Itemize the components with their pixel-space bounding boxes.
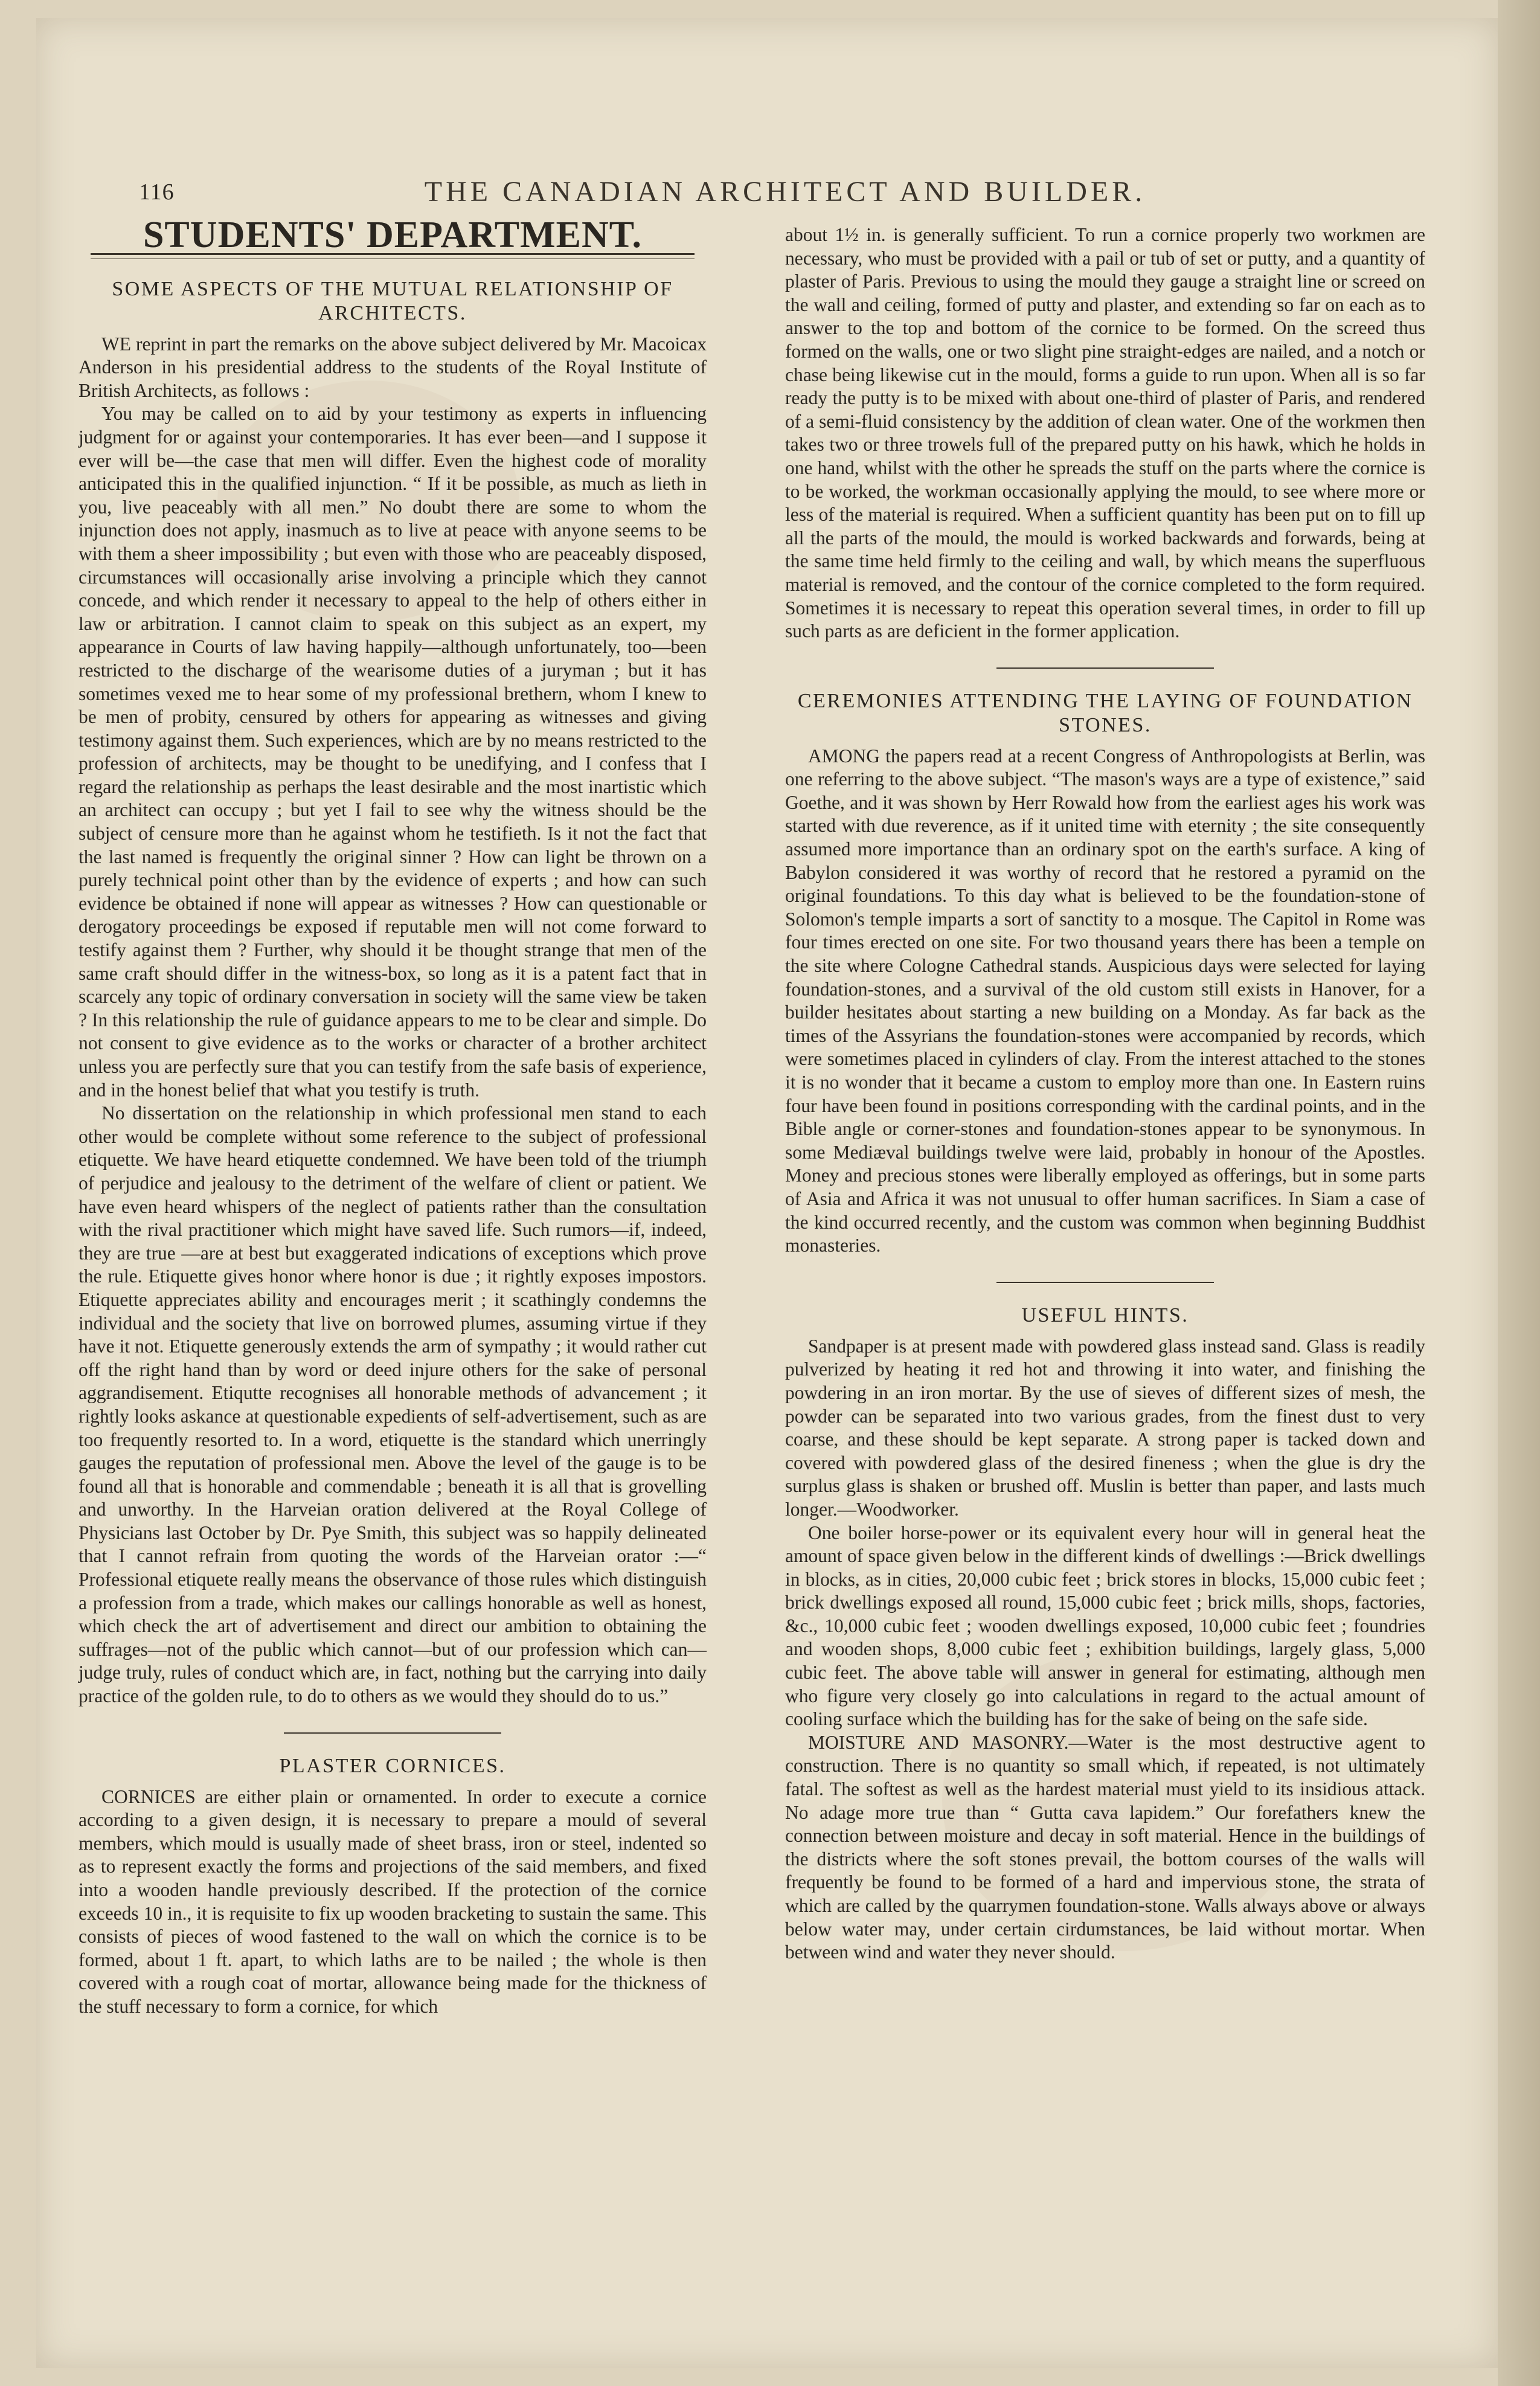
lead-word: MOISTURE AND MASONRY. bbox=[808, 1731, 1069, 1753]
page-edge bbox=[1498, 0, 1540, 2386]
section-rule bbox=[996, 1282, 1214, 1283]
article-paragraph: No dissertation on the relationship in which professional men stand to each other would be complete without some reference to the subject of professional etiquette. We have heard etiquette condemned. We have been told of the triumph of perjudice and jealousy to the detriment of the welfare of client or patient. We have even heard whispers of the neglect of patients rather than the consultation with the rival practitioner which might have saved life. Such rumors—if, indeed, they are true —are at best but exaggerated indications of exceptions which prove the rule. Etiquette gives honor where honor is due ; it rightly exposes impostors. Etiquette appreciates ability and encourages merit ; it scathingly condemns the individual and the society that live on borrowed plumes, assuming virtue if they have it not. Etiquette generously extends the arm of sympathy ; it would rather cut off the right hand than by word or deed injure others for the sake of personal aggrandisement. Etiqutte recognises all honorable methods of advancement ; it rightly looks askance at questionable expedients of self-advertisement, such as are too frequently resorted to. In a word, etiquette is the standard which unerringly gauges the reputation of professional men. Above the level of the gauge is to be found all that is honorable and commendable ; beneath it is all that is grovelling and unworthy. In the Harveian oration delivered at the Royal College of Physicians last October by Dr. Pye Smith, this subject was so happily delineated that I cannot refrain from quoting the words of the Harveian orator :—“ Professional etiquete really means the observance of those rules which distinguish a profession from a trade, which makes our callings honorable as well as honest, which check the art of advertisement and direct our ambition to obtaining the suffrages—not of the public which cannot—but of our profession which can—judge truly, rules of conduct which are, in fact, nothing but the carrying into daily practice of the golden rule, to do to others as we would they should do to us.” bbox=[79, 1102, 707, 1707]
page-number: 116 bbox=[139, 179, 175, 205]
article-title-relationship: SOME ASPECTS OF THE MUTUAL RELATIONSHIP OF ARCHITECTS. bbox=[112, 277, 673, 324]
section-rule bbox=[284, 1732, 501, 1734]
section-rule bbox=[996, 667, 1214, 669]
article-paragraph bbox=[79, 1786, 707, 2019]
right-column bbox=[785, 223, 1425, 1964]
left-column bbox=[79, 214, 707, 2019]
article-title-hints: USEFUL HINTS. bbox=[1021, 1304, 1189, 1326]
page-header bbox=[139, 175, 1431, 217]
article-paragraph: You may be called on to aid by your testimony as experts in influencing judgment for or against your contemporaries. It has ever been—and I suppose it ever will be—the case that men will differ. Even the highest code of morality anticipated this in the qualified injunction. “ If it be possible, as much as lieth in you, live peaceably with all men.” No doubt there are some to whom the injunction does not apply, inasmuch as to live at peace with anyone seems to be with them a sheer impossibility ; but even with those who are peaceably disposed, circumstances will occasionally arise involving a principle which they cannot concede, and which render it necessary to appeal to the help of others either in law or arbitration. I cannot claim to speak on this subject as an expert, my appearance in Courts of law having happily—although unfortunately, too—been restricted to the discharge of the wearisome duties of a juryman ; but it has sometimes vexed me to hear some of my professional brethern, whom I knew to be men of probity, censured by others for appearing as witnesses and giving testimony against them. Such experiences, which are by no means restricted to the profession of architects, may be thought to be unedifying, and I confess that I regard the relationship as perhaps the least desirable and the most inartistic which an architect can occupy ; but yet I fail to see why the witness should be the subject of censure more than he against whom he testifieth. Is it not the fact that the last named is frequently the original sinner ? How can light be thrown on a purely technical point other than by the evidence of experts ; and how can such evidence be obtained if none will appear as witnesses ? How can questionable or derogatory proceedings be exposed if reputable men will not come forward to testify against them ? Further, why should it be thought strange that men of the same craft should differ in the witness-box, so long as it is a patent fact that in scarcely any topic of ordinary conversation in society will the same view be taken ? In this relationship the rule of guidance appears to me to be clear and simple. Do not consent to give evidence as to the works or character of a brother architect unless you are perfectly sure that you can testify from the safe basis of experience, and in the honest belief that what you testify is truth. bbox=[79, 403, 707, 1101]
article-paragraph: WE reprint in part the remarks on the above subject delivered by Mr. Macoicax Anderson in his presidential address to the students of the Royal Institute of British Architects, as follows : bbox=[79, 333, 707, 401]
article-paragraph: about 1½ in. is generally sufficient. To run a cornice properly two workmen are necessary, who must be provided with a pail or tub of set or putty, and a quantity of plaster of Paris. Previous to using the mould they gauge a straight line or screed on the wall and ceiling, formed of putty and plaster, and extending so far on each as to answer to the top and bottom of the cornice to be formed. On the screed thus formed on the walls, one or two slight pine straight-edges are nailed, and a notch or chase being likewise cut in the mould, forms a guide to run upon. When all is so far ready the putty is to be mixed with about one-third of plaster of Paris, and rendered of a semi-fluid consistency by the addition of clean water. One of the workmen then takes two or three trowels full of the prepared putty on his hawk, which he holds in one hand, whilst with the other he spreads the stuff on the parts where the cornice is to be worked, the workman occasionally applying the mould, to see where more or less of the material is required. When a sufficient quantity has been put on to fill up all the parts of the mould, the mould is worked backwards and forwards, being at the same time held firmly to the ceiling and wall, by which means the superfluous material is removed, and the contour of the cornice completed to the form required. Sometimes it is necessary to repeat this operation several times, in order to fill up such parts as are deficient in the former application. bbox=[785, 224, 1425, 642]
paragraph-text: are either plain or ornamented. In order to execute a cornice according to a given design, it is necessary to prepare a mould of several members, which mould is usually made of sheet brass, iron or steel, indented so as to represent exactly the forms and projections of the said members, and fixed into a wooden handle previously described. If the protection of the cornice exceeds 10 in., it is requisite to fix up wooden bracketing to sustain the same. This consists of pieces of wood fastened to the wall on which the cornice is to be formed, about 1 ft. apart, to which laths are to be nailed ; the whole is then covered with a rough coat of mortar, allowance being made for the thickness of the stuff necessary to form a cornice, for which bbox=[79, 1786, 707, 2017]
article-title-cornices: PLASTER CORNICES. bbox=[279, 1754, 506, 1777]
running-title: THE CANADIAN ARCHITECT AND BUILDER. bbox=[424, 176, 1146, 208]
article-paragraph bbox=[785, 745, 1425, 1258]
article-paragraph: One boiler horse-power or its equivalent every hour will in general heat the amount of space given below in the different kinds of dwellings :—Brick dwellings in blocks, as in cities, 20,000 cubic feet ; brick stores in blocks, 15,000 cubic feet ; brick dwellings exposed all round, 15,000 cubic feet ; brick mills, shops, factories, &c., 10,000 cubic feet ; wooden dwellings exposed, 10,000 cubic feet ; foundries and wooden shops, 8,000 cubic feet ; exhibition buildings, largely glass, 5,000 cubic feet. The above table will answer in general for estimating, although men who figure very closely go into calculations in regard to the actual amount of cooling surface which the building has for the sake of being on the safe side. bbox=[785, 1522, 1425, 1730]
department-title: STUDENTS' DEPARTMENT. bbox=[143, 214, 643, 256]
paragraph-text: the papers read at a recent Congress of Anthropologists at Berlin, was one referring to the above subject. “The mason's ways are a type of existence,” said Goethe, and it was shown by Herr Rowald how from the earliest ages his work was started with due reverence, as if it united time with eternity ; the site consequently assumed more importance than an ordinary spot on the earth's surface. A king of Babylon considered it was worthy of record that he restored a pyramid on the original foundations. To this day what is believed to be the foundation-stone of Solomon's temple imparts a sort of sanctity to a mosque. The Capitol in Rome was four times erected on one site. For two thousand years there has been a temple on the site where Cologne Cathedral stands. Auspicious days were selected for laying foundation-stones, and a survival of the old custom still exists in Hanover, for a builder hesitates about starting a new building on a Monday. As far back as the times of the Assyrians the foundation-stones were accompanied by records, which were sometimes placed in cylinders of clay. From the interest attached to the stones it is no wonder that it became a custom to employ more than one. In Eastern ruins four have been found in positions corresponding with the cardinal points, and in the Bible angle or corner-stones and foundation-stones appear to be synonymous. In some Mediæval buildings twelve were laid, probably in honour of the Apostles. Money and precious stones were liberally employed as offerings, but in some parts of Asia and Africa it was not unusual to offer human sacrifices. In Siam a case of the kind occurred recently, and the custom was common when beginning Buddhist monasteries. bbox=[785, 745, 1425, 1256]
paragraph-text: —Water is the most destructive agent to construction. There is no quantity so small which, if repeated, is not ultimately fatal. The softest as well as the hardest material must yield to its insidious attack. No adage more true than “ Gutta cava lapidem.” Our forefathers knew the connection between moisture and decay in soft material. Hence in the buildings of the districts where the soft stones prevail, the bottom courses of the walls will frequently be found to be formed of a hard and impervious stone, the strata of which are called by the quarrymen foundation-stone. Walls always above or always below water may, under certain cirdumstances, be laid without mortar. When between wind and water they never should. bbox=[785, 1731, 1425, 1963]
lead-word: CORNICES bbox=[101, 1786, 196, 1807]
lead-word: AMONG bbox=[808, 745, 881, 767]
article-title-ceremonies: CEREMONIES ATTENDING THE LAYING OF FOUNDATION STONES. bbox=[797, 689, 1413, 736]
article-paragraph: Sandpaper is at present made with powdered glass instead sand. Glass is readily pulverized by heating it red hot and throwing it into water, and finishing the powdering in an iron mortar. By the use of sieves of different sizes of mesh, the powder can be separated into two various grades, from the finest dust to very coarse, and these should be kept separate. A strong paper is tacked down and covered with powdered glass of the desired fineness ; when the glue is dry the surplus glass is shaken or brushed off. Muslin is better than paper, and lasts much longer.—Woodworker. bbox=[785, 1335, 1425, 1520]
article-paragraph bbox=[785, 1731, 1425, 1964]
